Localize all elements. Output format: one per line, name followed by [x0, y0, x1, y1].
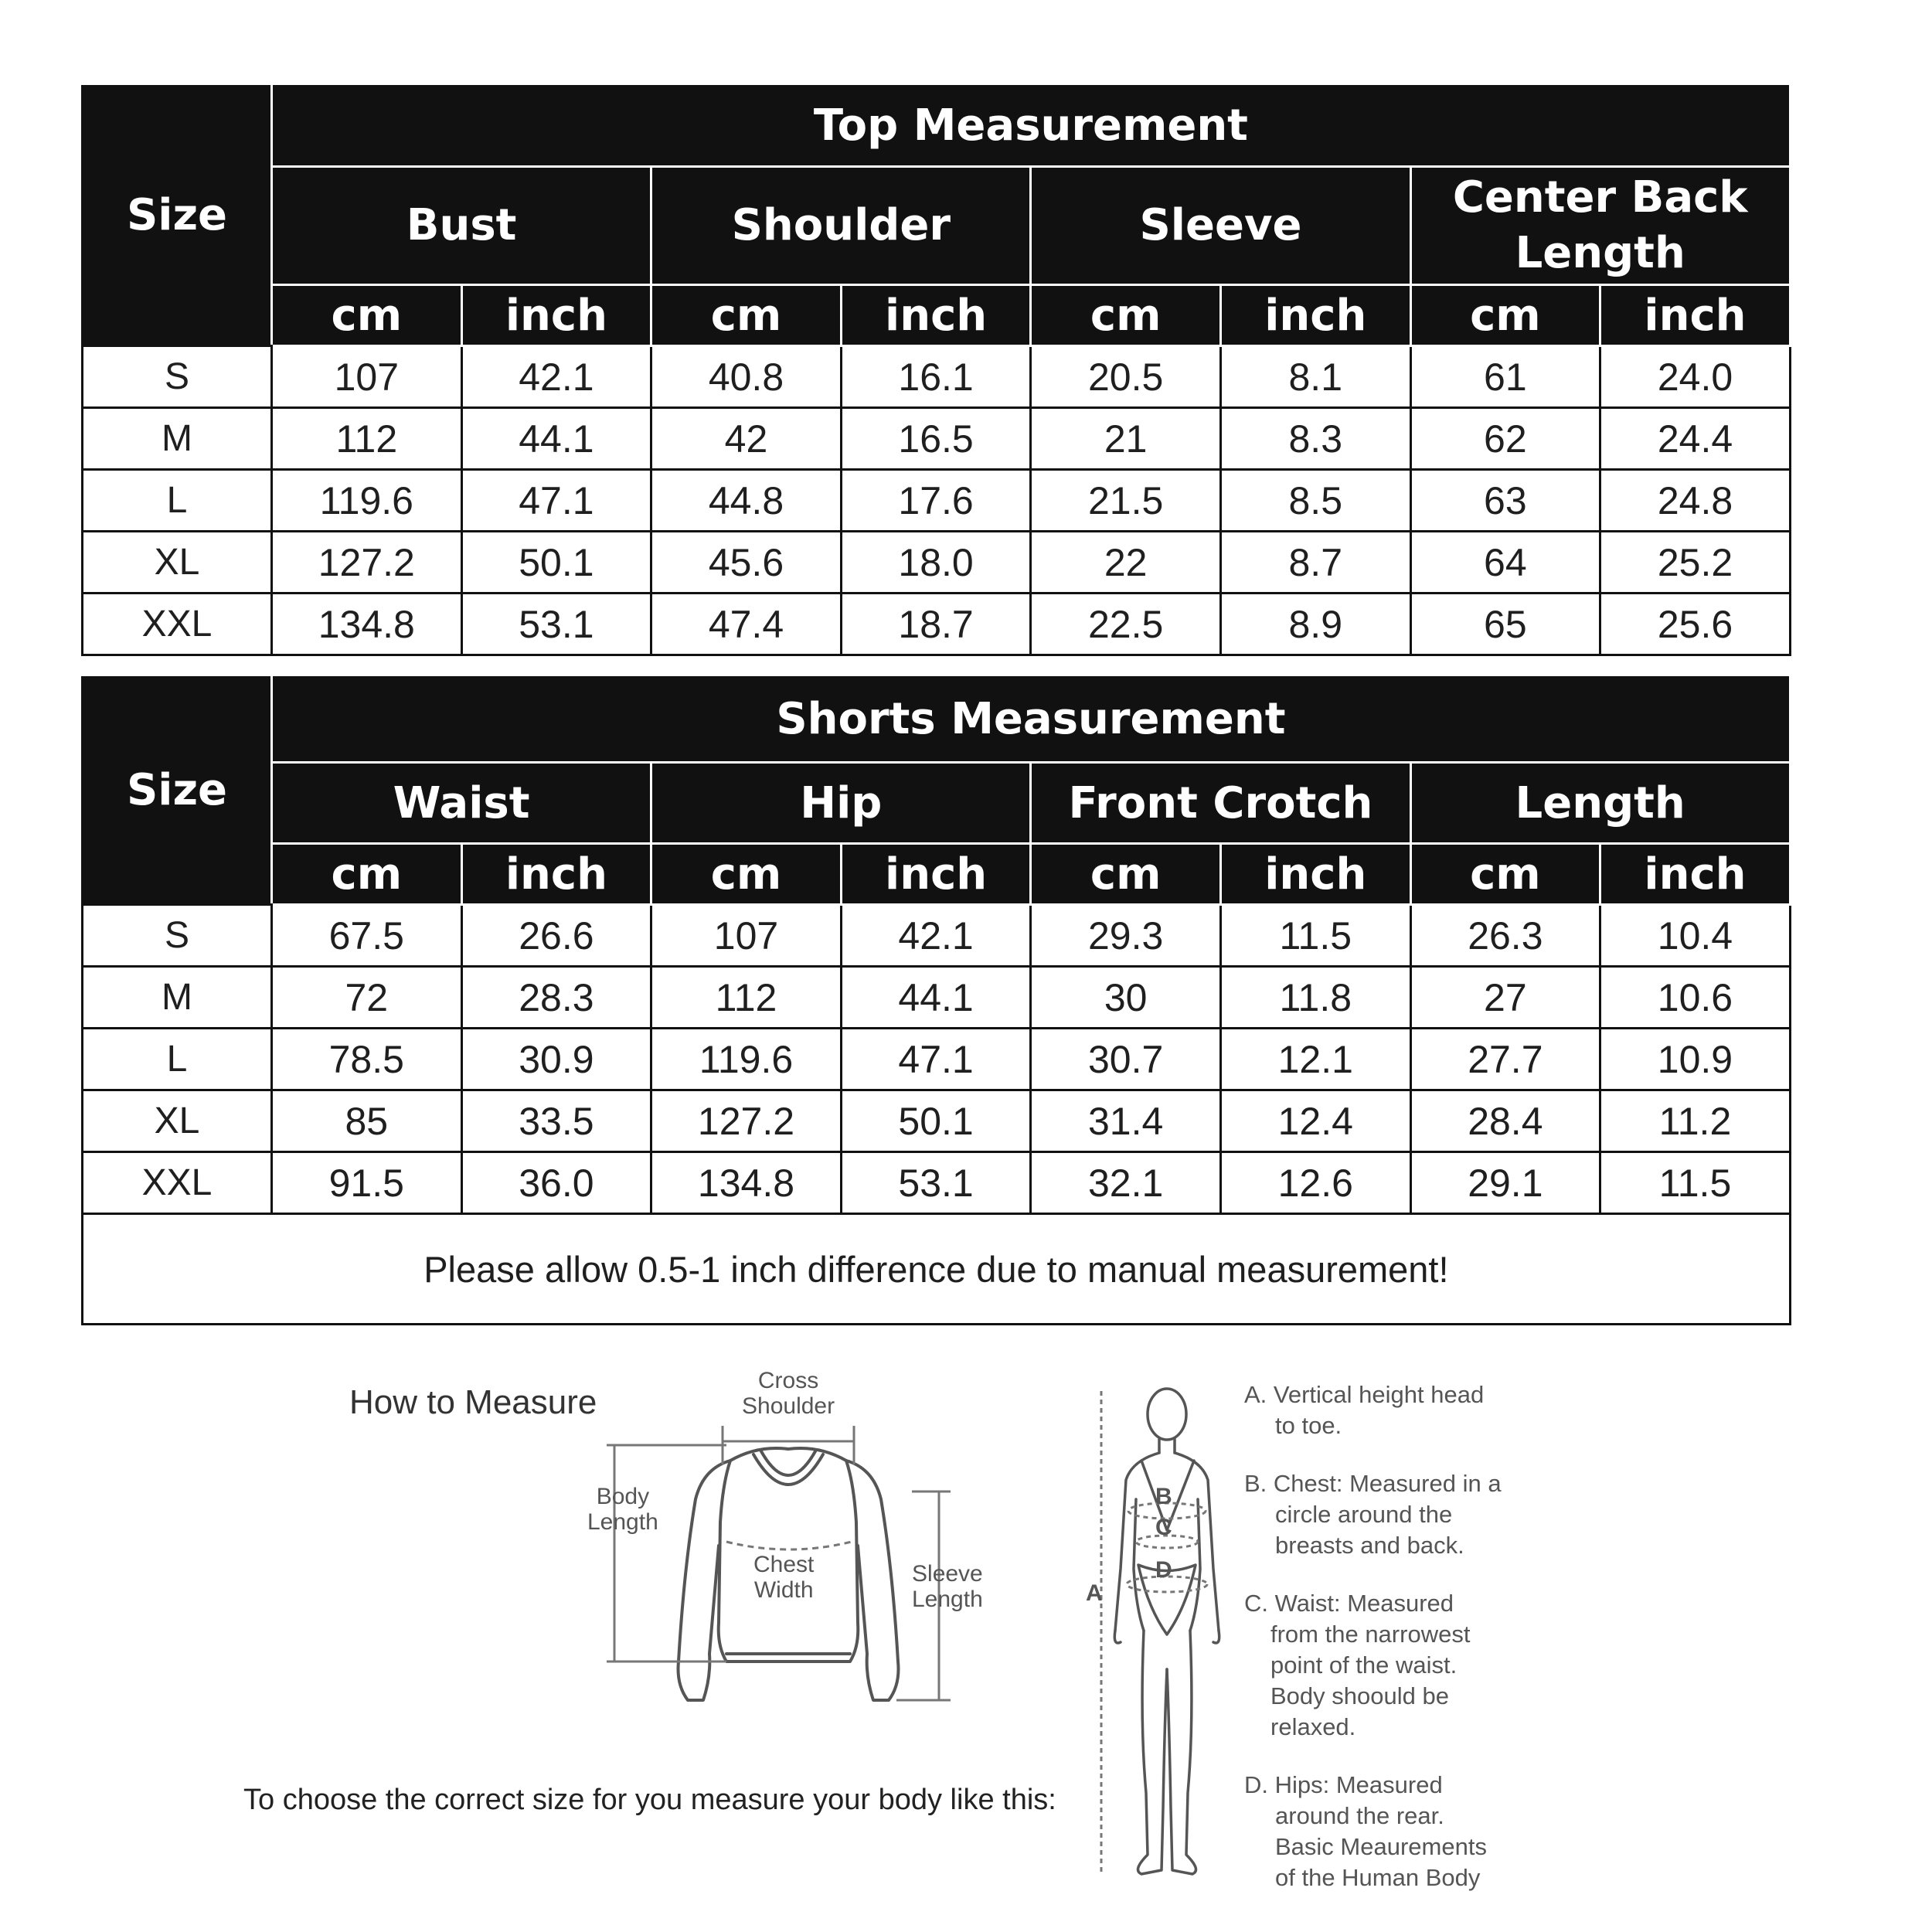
value-cell: 10.9	[1600, 1029, 1791, 1090]
table-title: Top Measurement	[272, 84, 1791, 167]
unit-header: inch	[841, 844, 1031, 905]
size-cell: S	[83, 346, 272, 408]
value-cell: 18.7	[841, 594, 1031, 655]
value-cell: 11.8	[1220, 967, 1410, 1029]
value-cell: 134.8	[272, 594, 462, 655]
unit-header: cm	[1410, 285, 1600, 346]
value-cell: 8.1	[1220, 346, 1410, 408]
table-row	[83, 1090, 1791, 1152]
group-header-bust: Bust	[272, 167, 651, 285]
size-cell: XL	[83, 1090, 272, 1152]
value-cell: 21	[1031, 408, 1221, 470]
value-cell: 24.8	[1600, 470, 1791, 532]
group-header-center-back-length: Center Back Length	[1410, 167, 1790, 285]
value-cell: 12.4	[1220, 1090, 1410, 1152]
legend-line: Basic Meaurements	[1275, 1833, 1487, 1860]
legend-line: of the Human Body	[1275, 1864, 1481, 1891]
measurement-note: Please allow 0.5-1 inch difference due to manual measurement!	[83, 1214, 1791, 1325]
table-row	[83, 1029, 1791, 1090]
table-row	[83, 470, 1791, 532]
value-cell: 42	[651, 408, 842, 470]
value-cell: 63	[1410, 470, 1600, 532]
value-cell: 22	[1031, 532, 1221, 594]
marker-c: C	[1155, 1515, 1172, 1540]
unit-header: cm	[1031, 844, 1221, 905]
shorts-table-body	[83, 905, 1791, 1214]
value-cell: 26.3	[1410, 905, 1600, 967]
value-cell: 40.8	[651, 346, 842, 408]
group-header-hip: Hip	[651, 763, 1031, 844]
cross-shoulder-label	[742, 1368, 835, 1419]
value-cell: 119.6	[272, 470, 462, 532]
value-cell: 28.3	[461, 967, 651, 1029]
value-cell: 16.1	[841, 346, 1031, 408]
size-cell: XL	[83, 532, 272, 594]
table-row	[83, 532, 1791, 594]
table-row	[83, 1152, 1791, 1214]
value-cell: 47.1	[841, 1029, 1031, 1090]
unit-header: cm	[1410, 844, 1600, 905]
table-row	[83, 408, 1791, 470]
size-cell: S	[83, 905, 272, 967]
value-cell: 26.6	[461, 905, 651, 967]
marker-b: B	[1155, 1484, 1172, 1509]
unit-header: cm	[1031, 285, 1221, 346]
unit-header: cm	[272, 285, 462, 346]
value-cell: 32.1	[1031, 1152, 1221, 1214]
value-cell: 64	[1410, 532, 1600, 594]
unit-header: cm	[651, 844, 842, 905]
value-cell: 62	[1410, 408, 1600, 470]
how-to-measure-heading: How to Measure	[349, 1383, 597, 1421]
value-cell: 17.6	[841, 470, 1031, 532]
value-cell: 112	[651, 967, 842, 1029]
size-header: Size	[83, 84, 272, 346]
value-cell: 16.5	[841, 408, 1031, 470]
value-cell: 30.7	[1031, 1029, 1221, 1090]
shirt-sketch-icon	[587, 1368, 1020, 1731]
value-cell: 10.4	[1600, 905, 1791, 967]
value-cell: 30	[1031, 967, 1221, 1029]
value-cell: 61	[1410, 346, 1600, 408]
legend-item-d	[1244, 1770, 1553, 1893]
label-line: Shoulder	[742, 1393, 835, 1419]
value-cell: 112	[272, 408, 462, 470]
value-cell: 47.4	[651, 594, 842, 655]
legend-line: around the rear.	[1275, 1802, 1444, 1829]
top-table-body	[83, 346, 1791, 655]
human-body-outline-icon	[1078, 1376, 1264, 1886]
value-cell: 22.5	[1031, 594, 1221, 655]
body-measure-figure	[1078, 1376, 1264, 1886]
label-line: Length	[912, 1587, 983, 1612]
value-cell: 107	[272, 346, 462, 408]
shorts-measurement-table	[81, 674, 1791, 1325]
value-cell: 8.5	[1220, 470, 1410, 532]
size-cell: XXL	[83, 1152, 272, 1214]
value-cell: 10.6	[1600, 967, 1791, 1029]
legend-line: to toe.	[1275, 1412, 1342, 1439]
value-cell: 50.1	[461, 532, 651, 594]
body-length-label	[587, 1484, 658, 1535]
value-cell: 30.9	[461, 1029, 651, 1090]
size-cell: L	[83, 1029, 272, 1090]
legend-item-b	[1244, 1468, 1553, 1561]
unit-header: inch	[841, 285, 1031, 346]
value-cell: 53.1	[461, 594, 651, 655]
legend-line: A. Vertical height head	[1244, 1381, 1485, 1408]
size-header: Size	[83, 675, 272, 905]
table-row	[83, 967, 1791, 1029]
value-cell: 29.3	[1031, 905, 1221, 967]
legend-line: Body shoould be	[1270, 1682, 1449, 1709]
value-cell: 78.5	[272, 1029, 462, 1090]
size-cell: M	[83, 408, 272, 470]
value-cell: 33.5	[461, 1090, 651, 1152]
value-cell: 67.5	[272, 905, 462, 967]
unit-header: inch	[461, 285, 651, 346]
unit-header: inch	[1220, 285, 1410, 346]
legend-line: B. Chest: Measured in a	[1244, 1470, 1502, 1497]
value-cell: 24.4	[1600, 408, 1791, 470]
size-cell: L	[83, 470, 272, 532]
table-row	[83, 346, 1791, 408]
legend-line: from the narrowest	[1270, 1621, 1471, 1648]
legend-line: circle around the	[1275, 1501, 1453, 1528]
unit-header: inch	[1600, 844, 1791, 905]
value-cell: 47.1	[461, 470, 651, 532]
top-measurement-table	[81, 83, 1791, 656]
label-line: Width	[753, 1577, 814, 1603]
label-line: Chest	[753, 1552, 815, 1577]
marker-d: D	[1155, 1557, 1172, 1583]
value-cell: 21.5	[1031, 470, 1221, 532]
table-row	[83, 594, 1791, 655]
legend-line: D. Hips: Measured	[1244, 1771, 1443, 1798]
marker-a: A	[1086, 1580, 1103, 1606]
value-cell: 8.7	[1220, 532, 1410, 594]
value-cell: 36.0	[461, 1152, 651, 1214]
size-cell: M	[83, 967, 272, 1029]
unit-header: inch	[1600, 285, 1791, 346]
group-header-sleeve: Sleeve	[1031, 167, 1410, 285]
chest-width-label	[753, 1552, 814, 1603]
value-cell: 91.5	[272, 1152, 462, 1214]
value-cell: 53.1	[841, 1152, 1031, 1214]
table-row	[83, 905, 1791, 967]
measure-instruction: To choose the correct size for you measure your body like this:	[243, 1784, 1056, 1816]
value-cell: 25.2	[1600, 532, 1791, 594]
group-header-shoulder: Shoulder	[651, 167, 1031, 285]
value-cell: 8.3	[1220, 408, 1410, 470]
group-header-front-crotch: Front Crotch	[1031, 763, 1410, 844]
value-cell: 11.2	[1600, 1090, 1791, 1152]
value-cell: 42.1	[461, 346, 651, 408]
value-cell: 20.5	[1031, 346, 1221, 408]
legend-item-c	[1244, 1588, 1553, 1743]
value-cell: 65	[1410, 594, 1600, 655]
value-cell: 85	[272, 1090, 462, 1152]
label-line: Cross	[757, 1368, 819, 1393]
table-title: Shorts Measurement	[272, 675, 1791, 763]
unit-header: cm	[272, 844, 462, 905]
label-line: Length	[587, 1509, 658, 1535]
value-cell: 72	[272, 967, 462, 1029]
group-header-waist: Waist	[272, 763, 651, 844]
value-cell: 119.6	[651, 1029, 842, 1090]
unit-header: inch	[1220, 844, 1410, 905]
legend-line: breasts and back.	[1275, 1532, 1464, 1559]
size-cell: XXL	[83, 594, 272, 655]
value-cell: 44.8	[651, 470, 842, 532]
value-cell: 31.4	[1031, 1090, 1221, 1152]
value-cell: 11.5	[1220, 905, 1410, 967]
value-cell: 44.1	[841, 967, 1031, 1029]
value-cell: 27.7	[1410, 1029, 1600, 1090]
value-cell: 12.1	[1220, 1029, 1410, 1090]
unit-header: cm	[651, 285, 842, 346]
value-cell: 18.0	[841, 532, 1031, 594]
value-cell: 134.8	[651, 1152, 842, 1214]
shirt-measure-diagram	[587, 1368, 1020, 1731]
value-cell: 8.9	[1220, 594, 1410, 655]
value-cell: 45.6	[651, 532, 842, 594]
value-cell: 24.0	[1600, 346, 1791, 408]
value-cell: 28.4	[1410, 1090, 1600, 1152]
label-line: Body	[596, 1484, 650, 1509]
unit-header: inch	[461, 844, 651, 905]
value-cell: 44.1	[461, 408, 651, 470]
label-line: Sleeve	[912, 1561, 983, 1587]
value-cell: 50.1	[841, 1090, 1031, 1152]
value-cell: 12.6	[1220, 1152, 1410, 1214]
value-cell: 11.5	[1600, 1152, 1791, 1214]
value-cell: 107	[651, 905, 842, 967]
value-cell: 29.1	[1410, 1152, 1600, 1214]
sleeve-length-label	[912, 1561, 983, 1612]
value-cell: 42.1	[841, 905, 1031, 967]
legend-line: point of the waist.	[1270, 1651, 1458, 1679]
legend-item-a	[1244, 1379, 1553, 1441]
group-header-length: Length	[1410, 763, 1790, 844]
value-cell: 27	[1410, 967, 1600, 1029]
value-cell: 25.6	[1600, 594, 1791, 655]
value-cell: 127.2	[272, 532, 462, 594]
legend-line: relaxed.	[1270, 1713, 1356, 1740]
legend-line: C. Waist: Measured	[1244, 1590, 1454, 1617]
value-cell: 127.2	[651, 1090, 842, 1152]
